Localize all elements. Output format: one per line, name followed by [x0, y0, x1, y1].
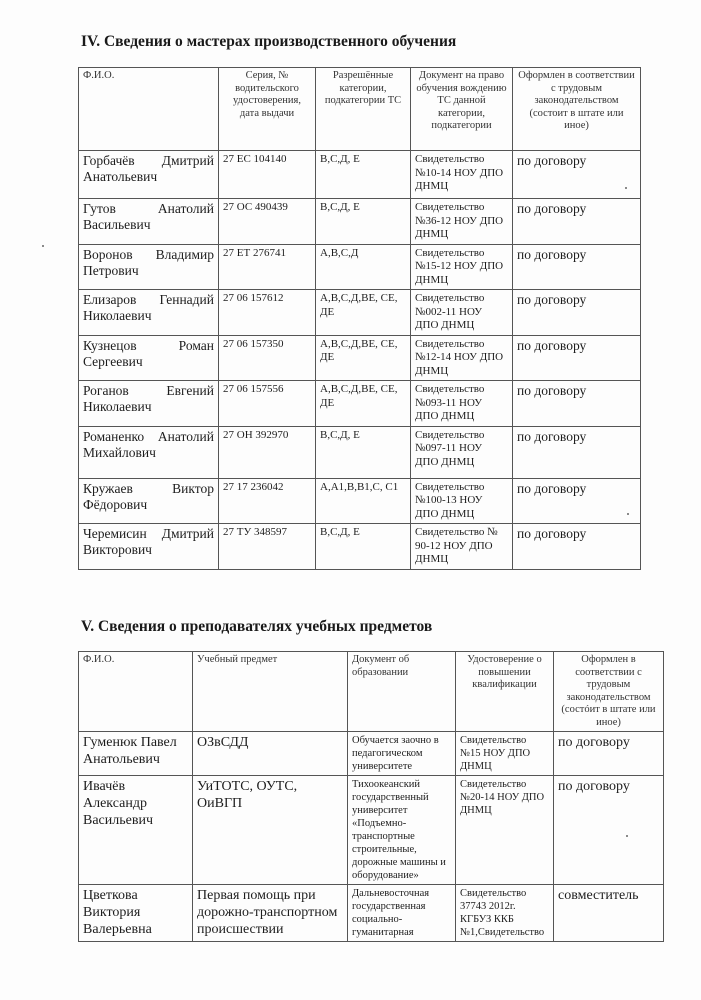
cell-education: Дальневосточная государственная социально-гуманитарная: [348, 885, 456, 942]
cell-employment: по договору: [513, 381, 641, 427]
header-categories: Разрешённые категории, подкатегории ТС: [316, 68, 411, 151]
table-row: [79, 776, 664, 885]
cell-document: Свидетельство №002-11 НОУ ДПО ДНМЦ: [411, 290, 513, 336]
cell-categories: В,С,Д, Е: [316, 524, 411, 570]
cell-employment: по договору: [554, 732, 664, 776]
cell-fio: Романенко Анатолий Михайлович: [79, 426, 219, 478]
cell-fio: Горбачёв Дмитрий Анатольевич: [79, 151, 219, 199]
cell-document: Свидетельство №15-12 НОУ ДПО ДНМЦ: [411, 244, 513, 290]
table-row: [79, 151, 641, 199]
header-license: Серия, № водительского удостоверения, дата выдачи: [219, 68, 316, 151]
header-document: Документ на право обучения вождению ТС данной категории, подкатегории: [411, 68, 513, 151]
cell-fio: Гуменюк Павел Анатольевич: [79, 732, 193, 776]
scan-speck: [625, 187, 627, 189]
cell-document: Свидетельство №100-13 НОУ ДПО ДНМЦ: [411, 478, 513, 524]
cell-license: 27 06 157350: [219, 335, 316, 381]
cell-license: 27 ОН 392970: [219, 426, 316, 478]
cell-license: 27 17 236042: [219, 478, 316, 524]
table-row: [79, 524, 641, 570]
table-row: [79, 381, 641, 427]
cell-employment: по договору: [513, 335, 641, 381]
cell-fio: Кузнецов Роман Сергеевич: [79, 335, 219, 381]
scan-speck: [627, 513, 629, 515]
cell-categories: А,А1,В,В1,С, С1: [316, 478, 411, 524]
cell-subject: Первая помощь при дорожно-транспортном происшествии: [193, 885, 348, 942]
cell-license: 27 ТУ 348597: [219, 524, 316, 570]
cell-qualification: Свидетельство №20-14 НОУ ДПО ДНМЦ: [456, 776, 554, 885]
table-row: [79, 885, 664, 942]
cell-fio: Черемисин Дмитрий Викторович: [79, 524, 219, 570]
header-qualification: Удостоверение о повышении квалификации: [456, 652, 554, 732]
table-row: [79, 426, 641, 478]
cell-categories: В,С,Д, Е: [316, 199, 411, 245]
section-4-title: IV. Сведения о мастерах производственного обучения: [81, 33, 457, 50]
cell-employment: по договору: [513, 524, 641, 570]
cell-document: Свидетельство №36-12 НОУ ДПО ДНМЦ: [411, 199, 513, 245]
cell-employment: по договору: [513, 151, 641, 199]
cell-employment: по договору: [513, 478, 641, 524]
cell-fio: Ивачёв Александр Васильевич: [79, 776, 193, 885]
cell-employment: совместитель: [554, 885, 664, 942]
cell-fio: Роганов Евгений Николаевич: [79, 381, 219, 427]
header-fio: Ф.И.О.: [79, 68, 219, 151]
cell-document: Свидетельство №093-11 НОУ ДПО ДНМЦ: [411, 381, 513, 427]
cell-employment: по договору: [513, 244, 641, 290]
header-employment: Оформлен в соответствии с трудовым законодательством (состóит в штате или иное): [554, 652, 664, 732]
cell-fio: Гутов Анатолий Васильевич: [79, 199, 219, 245]
cell-fio: Цветкова Виктория Валерьевна: [79, 885, 193, 942]
cell-document: Свидетельство №10-14 НОУ ДПО ДНМЦ: [411, 151, 513, 199]
cell-employment: по договору: [513, 426, 641, 478]
teachers-table: [78, 651, 664, 942]
cell-fio: Воронов Владимир Петрович: [79, 244, 219, 290]
cell-education: Обучается заочно в педагогическом университете: [348, 732, 456, 776]
cell-fio: Кружаев Виктор Фёдорович: [79, 478, 219, 524]
table-row: [79, 199, 641, 245]
cell-categories: А,В,С,Д,ВЕ, СЕ, ДЕ: [316, 335, 411, 381]
cell-license: 27 ЕС 104140: [219, 151, 316, 199]
cell-categories: В,С,Д, Е: [316, 426, 411, 478]
cell-categories: В,С,Д, Е: [316, 151, 411, 199]
scan-speck: [626, 835, 628, 837]
cell-education: Тихоокеанский государственный университет «Подъемно-транспортные строительные, дорожные машины и оборудование»: [348, 776, 456, 885]
header-fio: Ф.И.О.: [79, 652, 193, 732]
cell-categories: А,В,С,Д: [316, 244, 411, 290]
cell-license: 27 06 157556: [219, 381, 316, 427]
table-row: [79, 244, 641, 290]
cell-employment: по договору: [554, 776, 664, 885]
cell-document: Свидетельство №097-11 НОУ ДПО ДНМЦ: [411, 426, 513, 478]
header-subject: Учебный предмет: [193, 652, 348, 732]
table-row: [79, 335, 641, 381]
cell-subject: ОЗвСДД: [193, 732, 348, 776]
cell-fio: Елизаров Геннадий Николаевич: [79, 290, 219, 336]
cell-document: Свидетельство №12-14 НОУ ДПО ДНМЦ: [411, 335, 513, 381]
table-header-row: [79, 652, 664, 732]
cell-employment: по договору: [513, 290, 641, 336]
cell-employment: по договору: [513, 199, 641, 245]
table-header-row: [79, 68, 641, 151]
cell-document: Свидетельство № 90-12 НОУ ДПО ДНМЦ: [411, 524, 513, 570]
table-row: [79, 290, 641, 336]
header-employment: Оформлен в соответствии с трудовым законодательством (состоит в штате или иное): [513, 68, 641, 151]
cell-license: 27 ОС 490439: [219, 199, 316, 245]
table-row: [79, 732, 664, 776]
cell-categories: А,В,С,Д,ВЕ, СЕ, ДЕ: [316, 290, 411, 336]
section-5-title: V. Сведения о преподавателях учебных предметов: [81, 618, 433, 635]
cell-qualification: Свидетельство 37743 2012г. КГБУЗ ККБ №1,Свидетельство: [456, 885, 554, 942]
table-row: [79, 478, 641, 524]
cell-qualification: Свидетельство №15 НОУ ДПО ДНМЦ: [456, 732, 554, 776]
header-education: Документ об образовании: [348, 652, 456, 732]
cell-license: 27 ЕТ 276741: [219, 244, 316, 290]
cell-subject: УиТОТС, ОУТС, ОиВГП: [193, 776, 348, 885]
scan-speck: [42, 245, 44, 247]
cell-license: 27 06 157612: [219, 290, 316, 336]
cell-categories: А,В,С,Д,ВЕ, СЕ, ДЕ: [316, 381, 411, 427]
masters-table: [78, 67, 641, 570]
